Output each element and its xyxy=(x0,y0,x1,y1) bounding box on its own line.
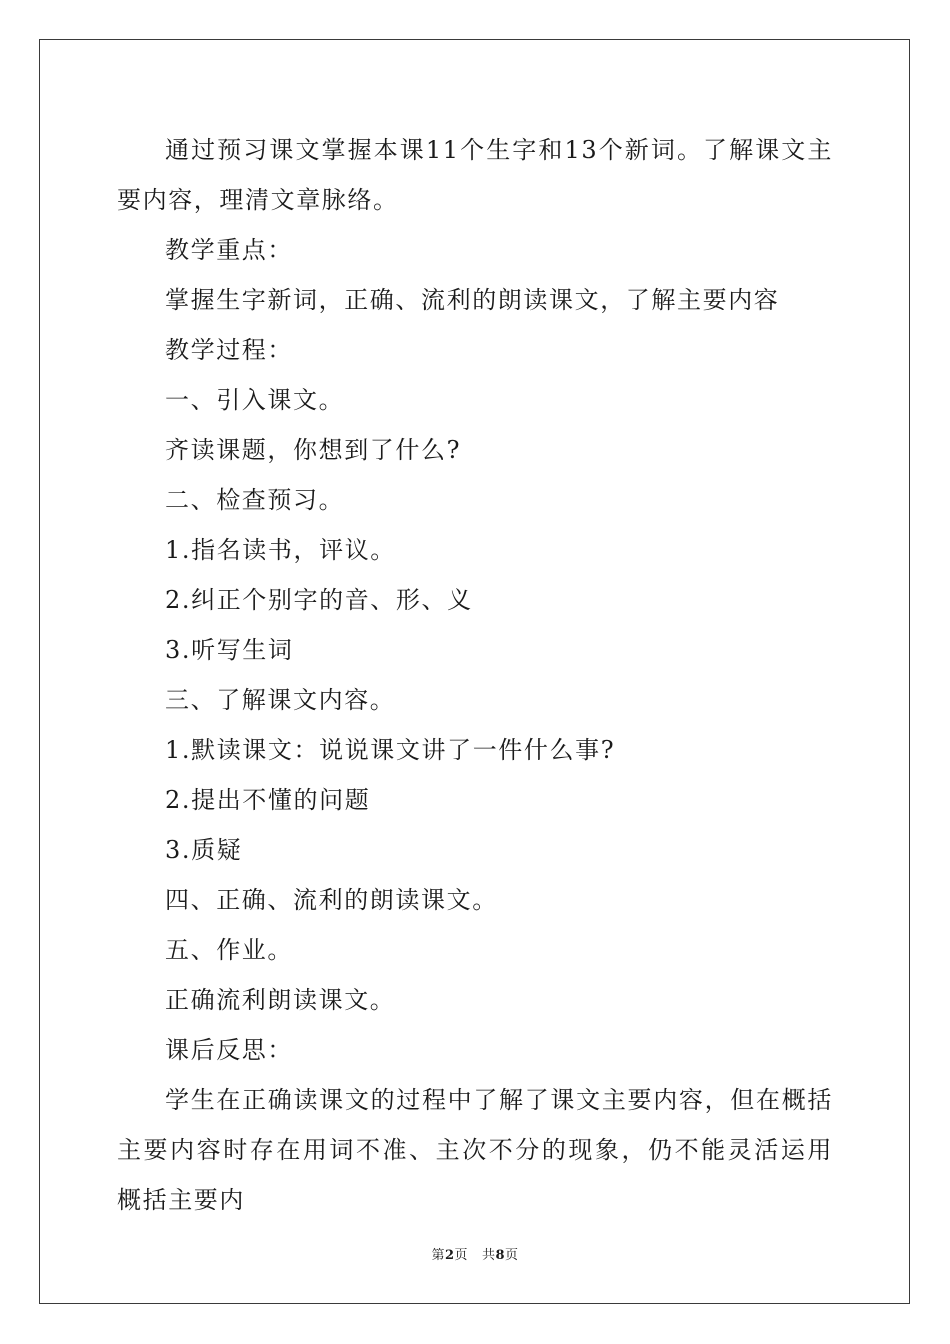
paragraph-homework: 正确流利朗读课文。 xyxy=(165,986,396,1014)
footer-total-suffix: 页 xyxy=(505,1248,519,1263)
paragraph-step-3-item-3: 3.质疑 xyxy=(165,836,243,864)
paragraph-reflection: 学生在正确读课文的过程中了解了课文主要内容，但在概括主要内容时存在用词不准、主次不分的现象，仍不能灵活运用概括主要内 xyxy=(117,1086,833,1214)
paragraph-step-3-item-2: 2.提出不懂的问题 xyxy=(165,786,371,814)
page-footer xyxy=(0,1244,950,1263)
paragraph-process-heading: 教学过程： xyxy=(165,336,293,364)
paragraph-step-3: 三、了解课文内容。 xyxy=(165,686,396,714)
document-body xyxy=(117,125,833,1225)
paragraph-key-points-heading: 教学重点： xyxy=(165,236,293,264)
paragraph-reflection-heading: 课后反思： xyxy=(165,1036,293,1064)
paragraph-step-4: 四、正确、流利的朗读课文。 xyxy=(165,886,498,914)
paragraph-step-5: 五、作业。 xyxy=(165,936,293,964)
footer-total-prefix: 共 xyxy=(481,1248,496,1263)
footer-page-number: 2 xyxy=(444,1248,455,1263)
paragraph-step-1-detail: 齐读课题，你想到了什么? xyxy=(165,436,462,464)
footer-page-suffix: 页 xyxy=(454,1248,469,1263)
paragraph-key-points: 掌握生字新词，正确、流利的朗读课文，了解主要内容 xyxy=(165,286,780,314)
paragraph-objectives: 通过预习课文掌握本课11个生字和13个新词。了解课文主要内容，理清文章脉络。 xyxy=(117,136,833,214)
paragraph-step-1: 一、引入课文。 xyxy=(165,386,345,414)
paragraph-step-3-item-1: 1.默读课文：说说课文讲了一件什么事? xyxy=(165,736,616,764)
paragraph-step-2-item-1: 1.指名读书，评议。 xyxy=(165,536,396,564)
footer-page-prefix: 第 xyxy=(431,1248,445,1263)
paragraph-step-2-item-2: 2.纠正个别字的音、形、义 xyxy=(165,586,473,614)
paragraph-step-2-item-3: 3.听写生词 xyxy=(165,636,294,664)
paragraph-step-2: 二、检查预习。 xyxy=(165,486,345,514)
footer-total-pages: 8 xyxy=(495,1248,506,1263)
